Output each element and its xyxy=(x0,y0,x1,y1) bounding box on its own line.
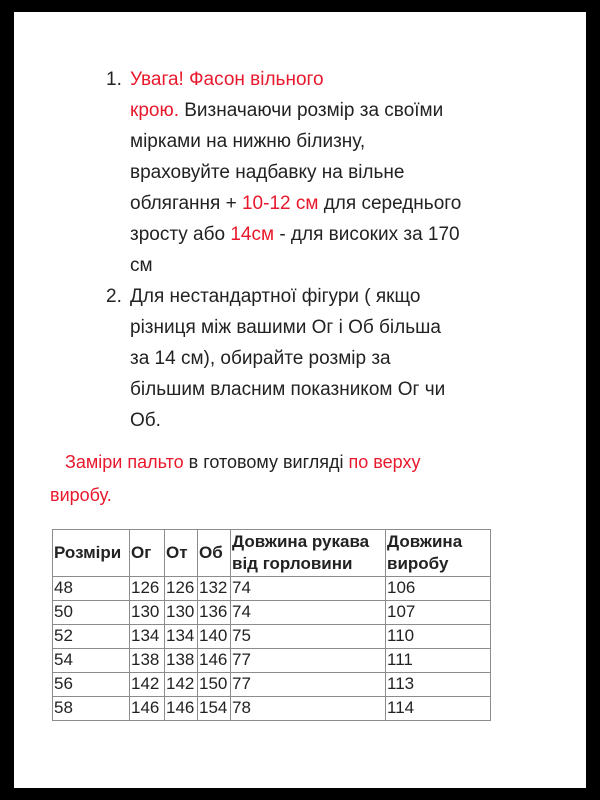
column-header: Ог xyxy=(130,530,165,577)
measurements-note-line: виробу. xyxy=(50,485,112,505)
table-cell: 138 xyxy=(130,649,165,673)
table-cell: 142 xyxy=(130,673,165,697)
note-line: більшим власним показником Ог чи xyxy=(130,379,446,400)
table-cell: 140 xyxy=(198,625,231,649)
table-header-row xyxy=(53,530,491,577)
table-row xyxy=(53,673,491,697)
table-row xyxy=(53,697,491,721)
table-cell: 106 xyxy=(386,577,491,601)
column-header: От xyxy=(165,530,198,577)
size-chart-table xyxy=(52,529,491,721)
table-cell: 77 xyxy=(231,649,386,673)
column-header: Довжина рукава від горловини xyxy=(231,530,386,577)
table-cell: 146 xyxy=(198,649,231,673)
note-line: см xyxy=(130,255,153,276)
note-number: 2. xyxy=(106,286,122,307)
table-cell: 52 xyxy=(53,625,130,649)
table-cell: 78 xyxy=(231,697,386,721)
column-header: Об xyxy=(198,530,231,577)
table-row xyxy=(53,625,491,649)
table-cell: 114 xyxy=(386,697,491,721)
note-item-2 xyxy=(94,281,524,436)
table-cell: 74 xyxy=(231,601,386,625)
note-line: облягання + 10-12 см для середнього xyxy=(130,193,462,214)
table-cell: 146 xyxy=(165,697,198,721)
table-cell: 126 xyxy=(130,577,165,601)
table-cell: 142 xyxy=(165,673,198,697)
column-header: Довжина виробу xyxy=(386,530,491,577)
table-row xyxy=(53,601,491,625)
table-cell: 111 xyxy=(386,649,491,673)
note-line: різниця між вашими Ог і Об більша xyxy=(130,317,441,338)
note-item-1 xyxy=(94,64,524,281)
note-line: крою. Визначаючи розмір за своїми xyxy=(130,100,444,121)
column-header: Розміри xyxy=(53,530,130,577)
note-line: Увага! Фасон вільного xyxy=(130,69,324,90)
table-cell: 50 xyxy=(53,601,130,625)
table-cell: 136 xyxy=(198,601,231,625)
measurements-note xyxy=(50,446,550,512)
table-cell: 56 xyxy=(53,673,130,697)
table-row xyxy=(53,649,491,673)
table-cell: 58 xyxy=(53,697,130,721)
table-cell: 130 xyxy=(165,601,198,625)
note-line: враховуйте надбавку на вільне xyxy=(130,162,405,183)
table-cell: 134 xyxy=(165,625,198,649)
table-cell: 138 xyxy=(165,649,198,673)
table-cell: 48 xyxy=(53,577,130,601)
notes-list xyxy=(94,64,524,436)
table-cell: 75 xyxy=(231,625,386,649)
table-cell: 107 xyxy=(386,601,491,625)
note-line: зросту або 14см - для високих за 170 xyxy=(130,224,460,245)
note-line: за 14 см), обирайте розмір за xyxy=(130,348,391,369)
note-line: Для нестандартної фігури ( якщо xyxy=(130,286,421,307)
table-cell: 54 xyxy=(53,649,130,673)
table-cell: 74 xyxy=(231,577,386,601)
table-cell: 110 xyxy=(386,625,491,649)
table-cell: 154 xyxy=(198,697,231,721)
table-cell: 130 xyxy=(130,601,165,625)
note-number: 1. xyxy=(106,69,122,90)
document-page xyxy=(14,12,586,788)
note-line: мірками на нижню білизну, xyxy=(130,131,366,152)
table-cell: 132 xyxy=(198,577,231,601)
table-cell: 134 xyxy=(130,625,165,649)
measurements-note-line: Заміри пальто в готовому вигляді по верху xyxy=(65,452,421,472)
table-cell: 150 xyxy=(198,673,231,697)
table-cell: 126 xyxy=(165,577,198,601)
table-cell: 113 xyxy=(386,673,491,697)
table-row xyxy=(53,577,491,601)
note-line: Об. xyxy=(130,410,161,431)
table-cell: 77 xyxy=(231,673,386,697)
table-cell: 146 xyxy=(130,697,165,721)
